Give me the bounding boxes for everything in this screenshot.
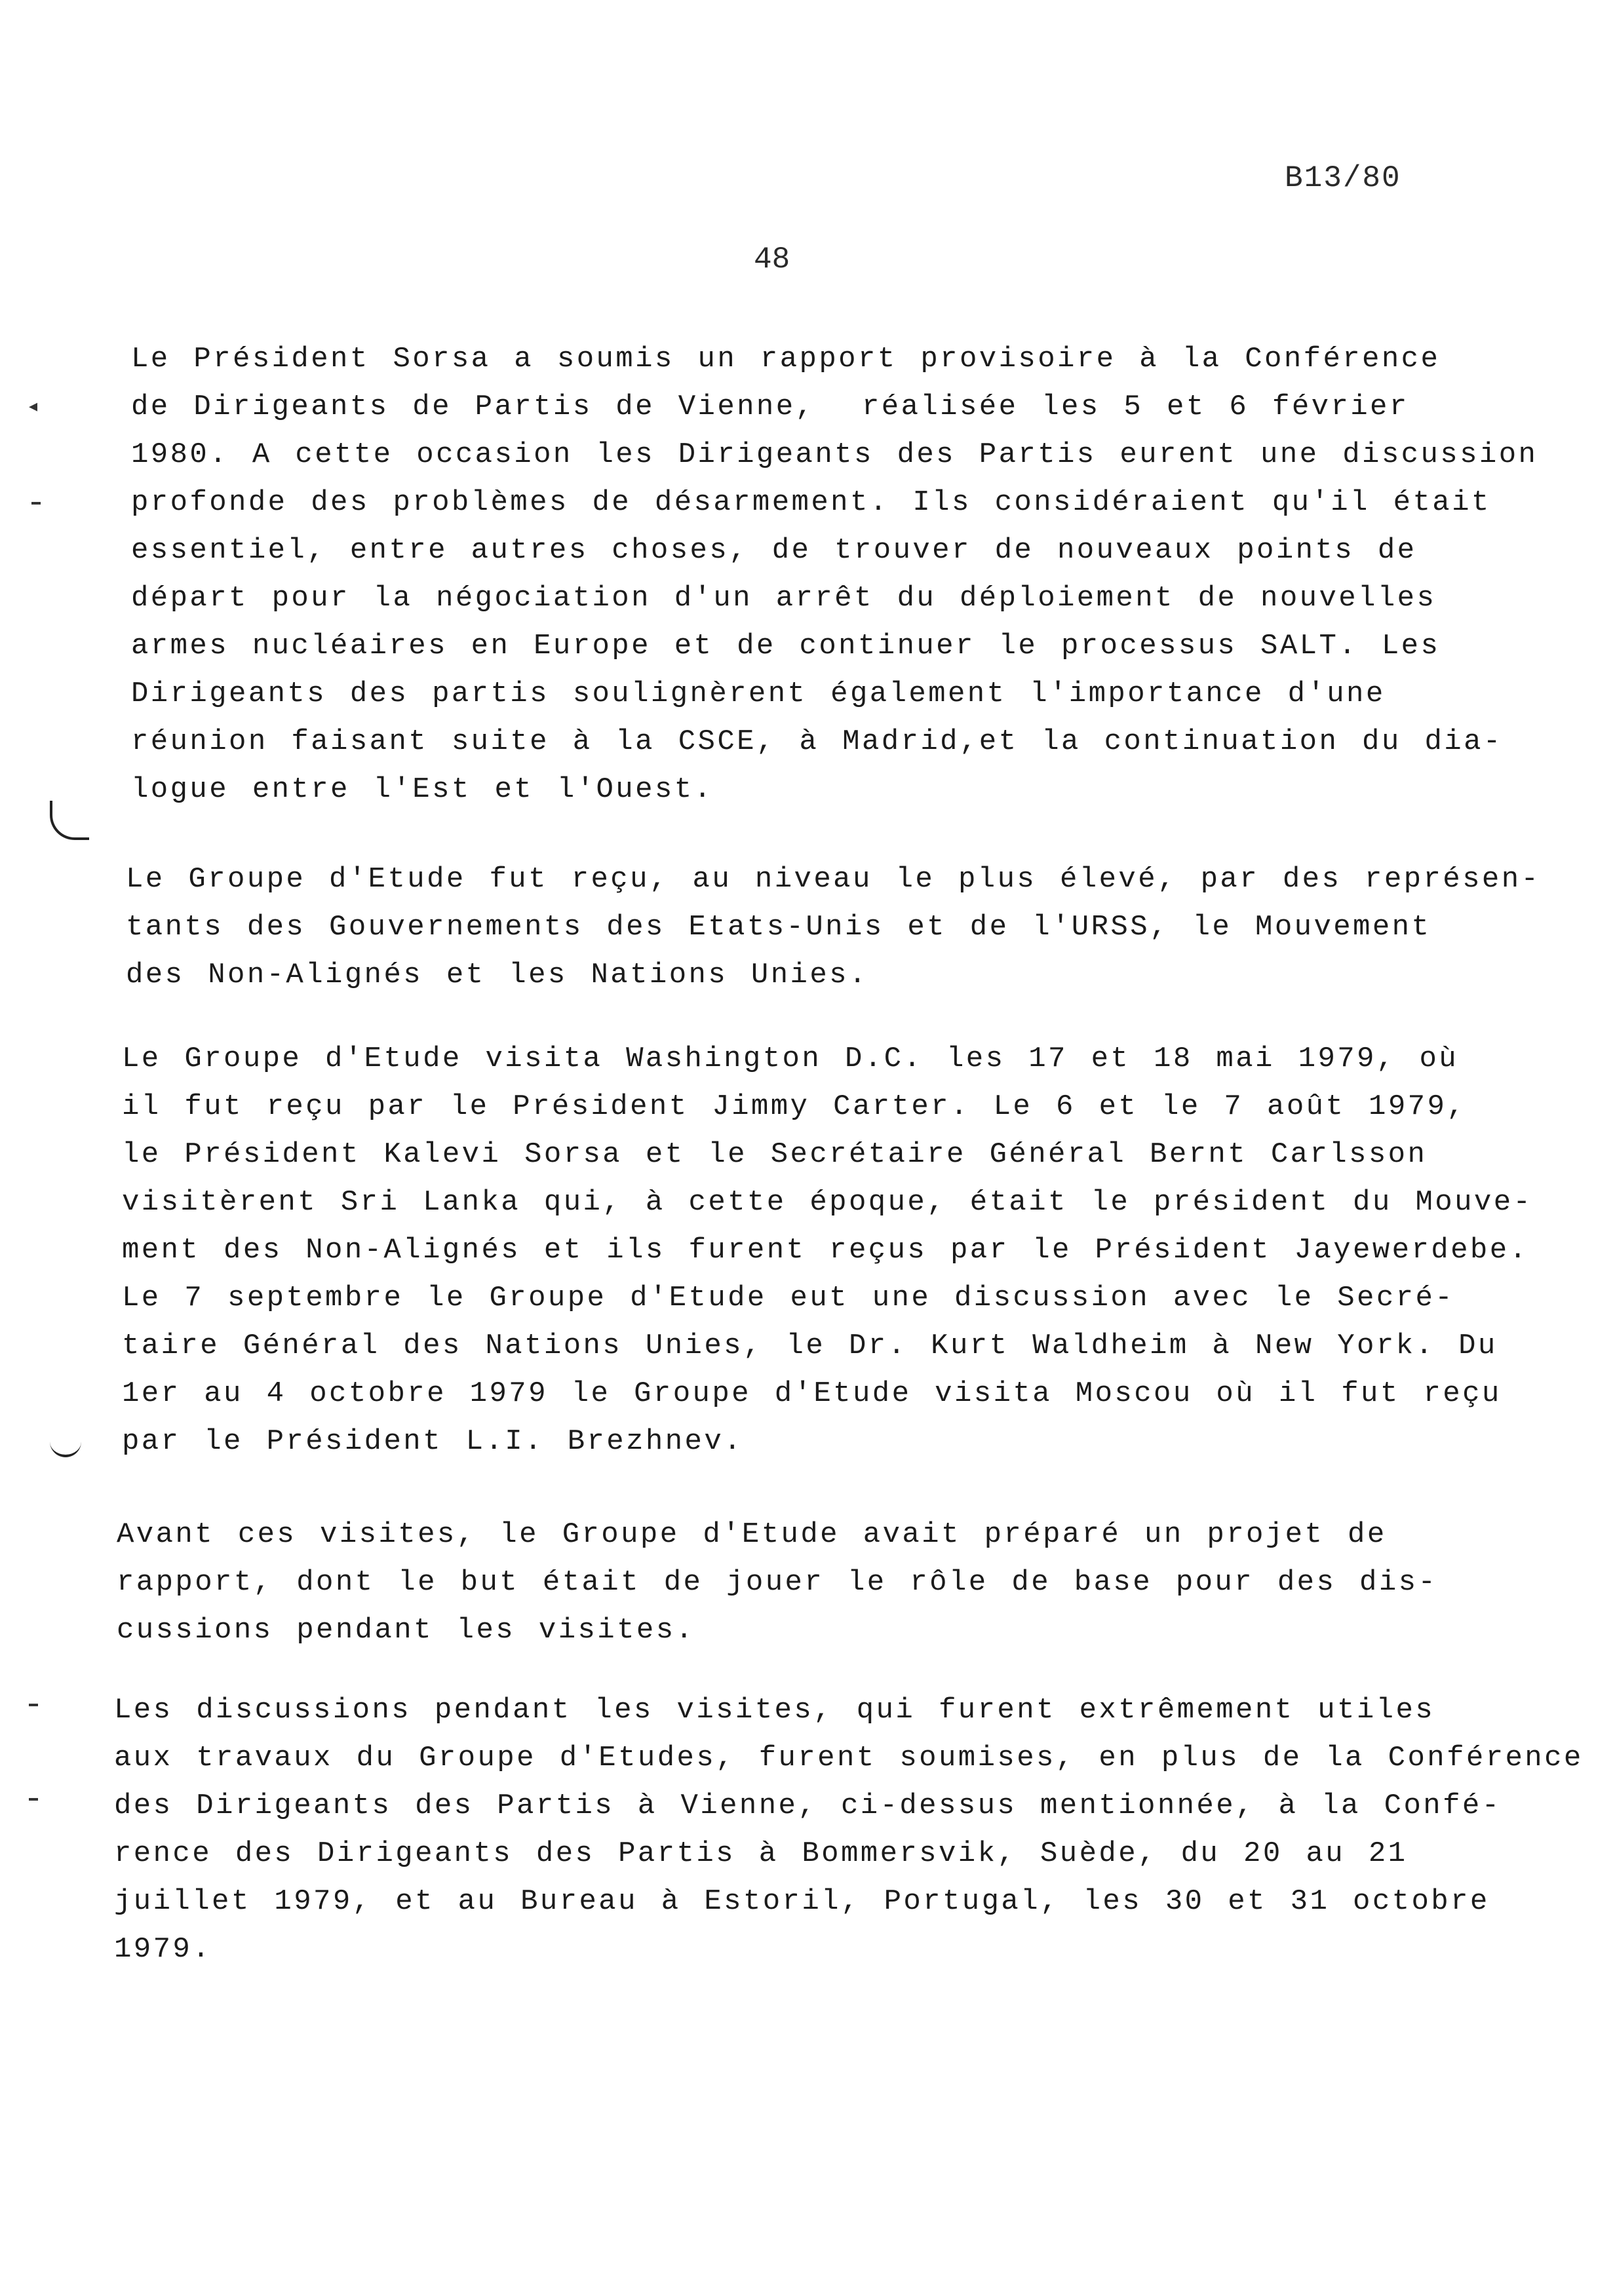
text-line: Dirigeants des partis soulignèrent également l'importance d'une — [131, 678, 1386, 710]
paragraph-1 — [131, 335, 1547, 814]
paragraph-2 — [126, 856, 1542, 999]
text-line: Le Groupe d'Etude visita Washington D.C. les 17 et 18 mai 1979, où — [122, 1043, 1459, 1075]
text-line: Le 7 septembre le Groupe d'Etude eut une discussion avec le Secré- — [122, 1282, 1455, 1314]
text-line: réunion faisant suite à la CSCE, à Madrid,et la continuation du dia- — [131, 725, 1503, 758]
text-line: profonde des problèmes de désarmement. Ils considéraient qu'il était — [131, 486, 1491, 519]
text-line: essentiel, entre autres choses, de trouver de nouveaux points de — [131, 534, 1417, 567]
text-line: cussions pendant les visites. — [117, 1614, 695, 1647]
paragraph-3 — [122, 1035, 1538, 1466]
text-line: taire Général des Nations Unies, le Dr. Kurt Waldheim à New York. Du — [122, 1330, 1498, 1362]
text-line: des Non-Alignés et les Nations Unies. — [126, 959, 868, 991]
text-line: rence des Dirigeants des Partis à Bommersvik, Suède, du 20 au 21 — [114, 1837, 1408, 1870]
margin-arrow-icon: ◂ — [29, 396, 38, 416]
page-number: 48 — [754, 242, 790, 277]
paragraph-4 — [117, 1511, 1532, 1655]
text-line: 1er au 4 octobre 1979 le Groupe d'Etude visita Moscou où il fut reçu — [122, 1377, 1502, 1410]
margin-bracket-mark — [50, 1436, 81, 1457]
text-line: logue entre l'Est et l'Ouest. — [131, 773, 714, 806]
margin-dash-mark — [29, 1798, 38, 1801]
text-line: Le Président Sorsa a soumis un rapport provisoire à la Conférence — [131, 343, 1441, 375]
margin-bracket-mark — [50, 801, 89, 840]
text-line: armes nucléaires en Europe et de continuer le processus SALT. Les — [131, 630, 1441, 662]
text-line: aux travaux du Groupe d'Etudes, furent soumises, en plus de la Conférence — [114, 1742, 1584, 1774]
document-reference: B13/80 — [1285, 161, 1401, 195]
text-line: il fut reçu par le Président Jimmy Carter. Le 6 et le 7 août 1979, — [122, 1090, 1467, 1123]
text-line: Avant ces visites, le Groupe d'Etude avait préparé un projet de — [117, 1518, 1387, 1551]
text-line: visitèrent Sri Lanka qui, à cette époque, était le président du Mouve- — [122, 1186, 1533, 1219]
text-line: 1979. — [114, 1933, 212, 1966]
margin-dash-mark — [31, 502, 41, 505]
text-line: juillet 1979, et au Bureau à Estoril, Portugal, les 30 et 31 octobre — [114, 1885, 1490, 1918]
margin-dash-mark — [29, 1704, 38, 1706]
text-line: Les discussions pendant les visites, qui furent extrêmement utiles — [114, 1694, 1435, 1727]
text-line: départ pour la négociation d'un arrêt du déploiement de nouvelles — [131, 582, 1437, 615]
text-line: des Dirigeants des Partis à Vienne, ci-dessus mentionnée, à la Confé- — [114, 1789, 1502, 1822]
text-line: rapport, dont le but était de jouer le rôle de base pour des dis- — [117, 1566, 1438, 1599]
text-line: de Dirigeants de Partis de Vienne, réalisée les 5 et 6 février — [131, 391, 1409, 423]
text-line: le Président Kalevi Sorsa et le Secrétaire Général Bernt Carlsson — [122, 1138, 1428, 1171]
text-line: tants des Gouvernements des Etats-Unis et de l'URSS, le Mouvement — [126, 911, 1431, 944]
text-line: ment des Non-Alignés et ils furent reçus par le Président Jayewerdebe. — [122, 1234, 1529, 1267]
text-line: par le Président L.I. Brezhnev. — [122, 1425, 743, 1458]
text-line: Le Groupe d'Etude fut reçu, au niveau le plus élevé, par des représen- — [126, 863, 1541, 896]
paragraph-5 — [114, 1687, 1584, 1974]
text-line: 1980. A cette occasion les Dirigeants des Partis eurent une discussion — [131, 438, 1538, 471]
